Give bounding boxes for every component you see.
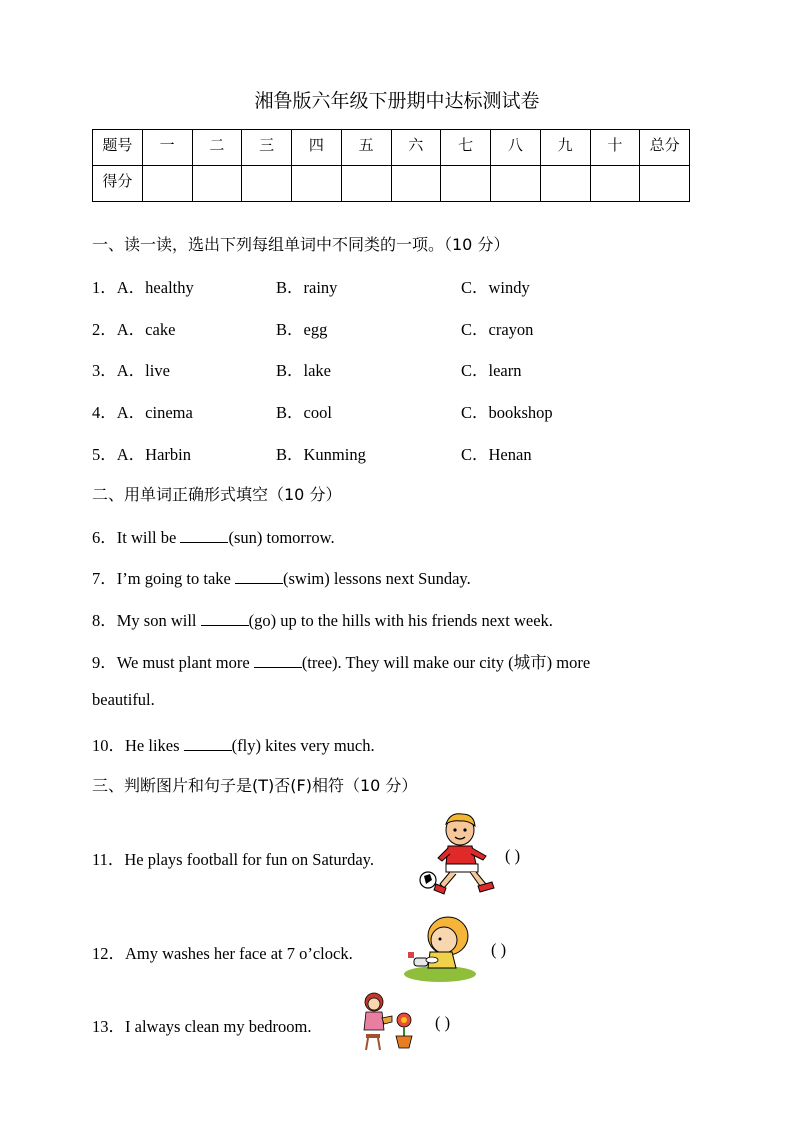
score-cell: 四 — [292, 130, 342, 166]
question-text: 6．It will be — [92, 528, 181, 547]
question-8 — [92, 607, 553, 631]
score-input-cell[interactable] — [192, 166, 242, 202]
answer-blank[interactable] — [254, 651, 302, 668]
score-cell: 总分 — [640, 130, 690, 166]
question-text: (sun) tomorrow. — [228, 528, 335, 547]
girl-washing-face-icon — [400, 912, 478, 984]
question-7 — [92, 565, 471, 589]
question-text: (go) up to the hills with his friends next week. — [248, 611, 553, 630]
question-text: 8．My son will — [92, 611, 201, 630]
option-c: C．learn — [461, 361, 522, 380]
answer-parentheses[interactable]: ( ) — [435, 1013, 451, 1032]
score-input-cell[interactable] — [142, 166, 192, 202]
girl-watering-flowers-icon — [356, 990, 420, 1052]
option-c: C．crayon — [461, 320, 534, 339]
option-b: B．Kunming — [276, 445, 366, 464]
score-input-cell[interactable] — [391, 166, 441, 202]
question-11 — [92, 846, 374, 870]
question-9 — [92, 649, 590, 673]
score-input-cell[interactable] — [242, 166, 292, 202]
score-table-header-row — [93, 130, 690, 166]
question-number: 4． — [92, 403, 117, 422]
option-a: A．cinema — [116, 403, 193, 422]
answer-blank[interactable] — [180, 526, 228, 543]
score-cell: 六 — [391, 130, 441, 166]
score-input-cell[interactable] — [640, 166, 690, 202]
question-text: Amy washes her face at 7 o’clock. — [125, 944, 353, 963]
question-number: 2． — [92, 320, 117, 339]
score-row-label: 得分 — [93, 166, 143, 202]
answer-parentheses[interactable]: ( ) — [491, 940, 507, 959]
option-a: A．healthy — [116, 278, 194, 297]
question-9-continued: beautiful. — [92, 690, 155, 709]
question-2 — [92, 316, 534, 340]
page-title: 湘鲁版六年级下册期中达标测试卷 — [254, 90, 540, 112]
question-12 — [92, 940, 353, 964]
question-number: 5． — [92, 445, 117, 464]
answer-parentheses[interactable]: ( ) — [505, 846, 521, 865]
question-4 — [92, 399, 553, 423]
score-input-cell[interactable] — [341, 166, 391, 202]
question-text: 9．We must plant more — [92, 653, 254, 672]
question-number: 11． — [92, 850, 125, 869]
question-13 — [92, 1013, 311, 1037]
answer-blank[interactable] — [201, 609, 249, 626]
score-cell: 题号 — [93, 130, 143, 166]
score-cell: 十 — [590, 130, 640, 166]
option-a: A．live — [116, 361, 170, 380]
question-text: I always clean my bedroom. — [125, 1017, 312, 1036]
question-text: (fly) kites very much. — [231, 736, 375, 755]
score-input-cell[interactable] — [441, 166, 491, 202]
score-cell: 二 — [192, 130, 242, 166]
score-input-cell[interactable] — [292, 166, 342, 202]
score-cell: 七 — [441, 130, 491, 166]
option-c: C．windy — [461, 278, 530, 297]
answer-blank[interactable] — [184, 734, 232, 751]
score-cell: 五 — [341, 130, 391, 166]
option-a: A．cake — [116, 320, 176, 339]
score-cell: 三 — [242, 130, 292, 166]
score-cell: 八 — [491, 130, 541, 166]
option-b: B．egg — [276, 320, 328, 339]
option-a: A．Harbin — [116, 445, 191, 464]
question-3 — [92, 357, 522, 381]
question-text: (swim) lessons next Sunday. — [282, 569, 471, 588]
score-table — [92, 129, 690, 202]
score-input-cell[interactable] — [590, 166, 640, 202]
score-input-cell[interactable] — [540, 166, 590, 202]
question-1 — [92, 274, 530, 298]
question-number: 12． — [92, 944, 125, 963]
question-text: 10．He likes — [92, 736, 184, 755]
question-number: 3． — [92, 361, 117, 380]
option-b: B．rainy — [276, 278, 338, 297]
option-c: C．Henan — [461, 445, 532, 464]
boy-football-icon — [416, 810, 496, 898]
score-input-cell[interactable] — [491, 166, 541, 202]
question-5 — [92, 441, 532, 465]
option-b: B．cool — [276, 403, 332, 422]
question-number: 13． — [92, 1017, 125, 1036]
section-1-heading: 一、读一读，选出下列每组单词中不同类的一项。（10 分） — [92, 235, 510, 254]
answer-blank[interactable] — [235, 567, 283, 584]
question-text: He plays football for fun on Saturday. — [124, 850, 374, 869]
option-b: B．lake — [276, 361, 331, 380]
question-number: 1． — [92, 278, 117, 297]
option-c: C．bookshop — [461, 403, 553, 422]
question-6 — [92, 524, 335, 548]
score-cell: 九 — [540, 130, 590, 166]
question-text: (tree). They will make our city (城市) more — [301, 653, 591, 672]
score-table-score-row — [93, 166, 690, 202]
score-cell: 一 — [142, 130, 192, 166]
question-10 — [92, 732, 375, 756]
section-3-heading: 三、判断图片和句子是(T)否(F)相符（10 分） — [92, 776, 418, 795]
question-text: 7．I’m going to take — [92, 569, 235, 588]
section-2-heading: 二、用单词正确形式填空（10 分） — [92, 485, 342, 504]
